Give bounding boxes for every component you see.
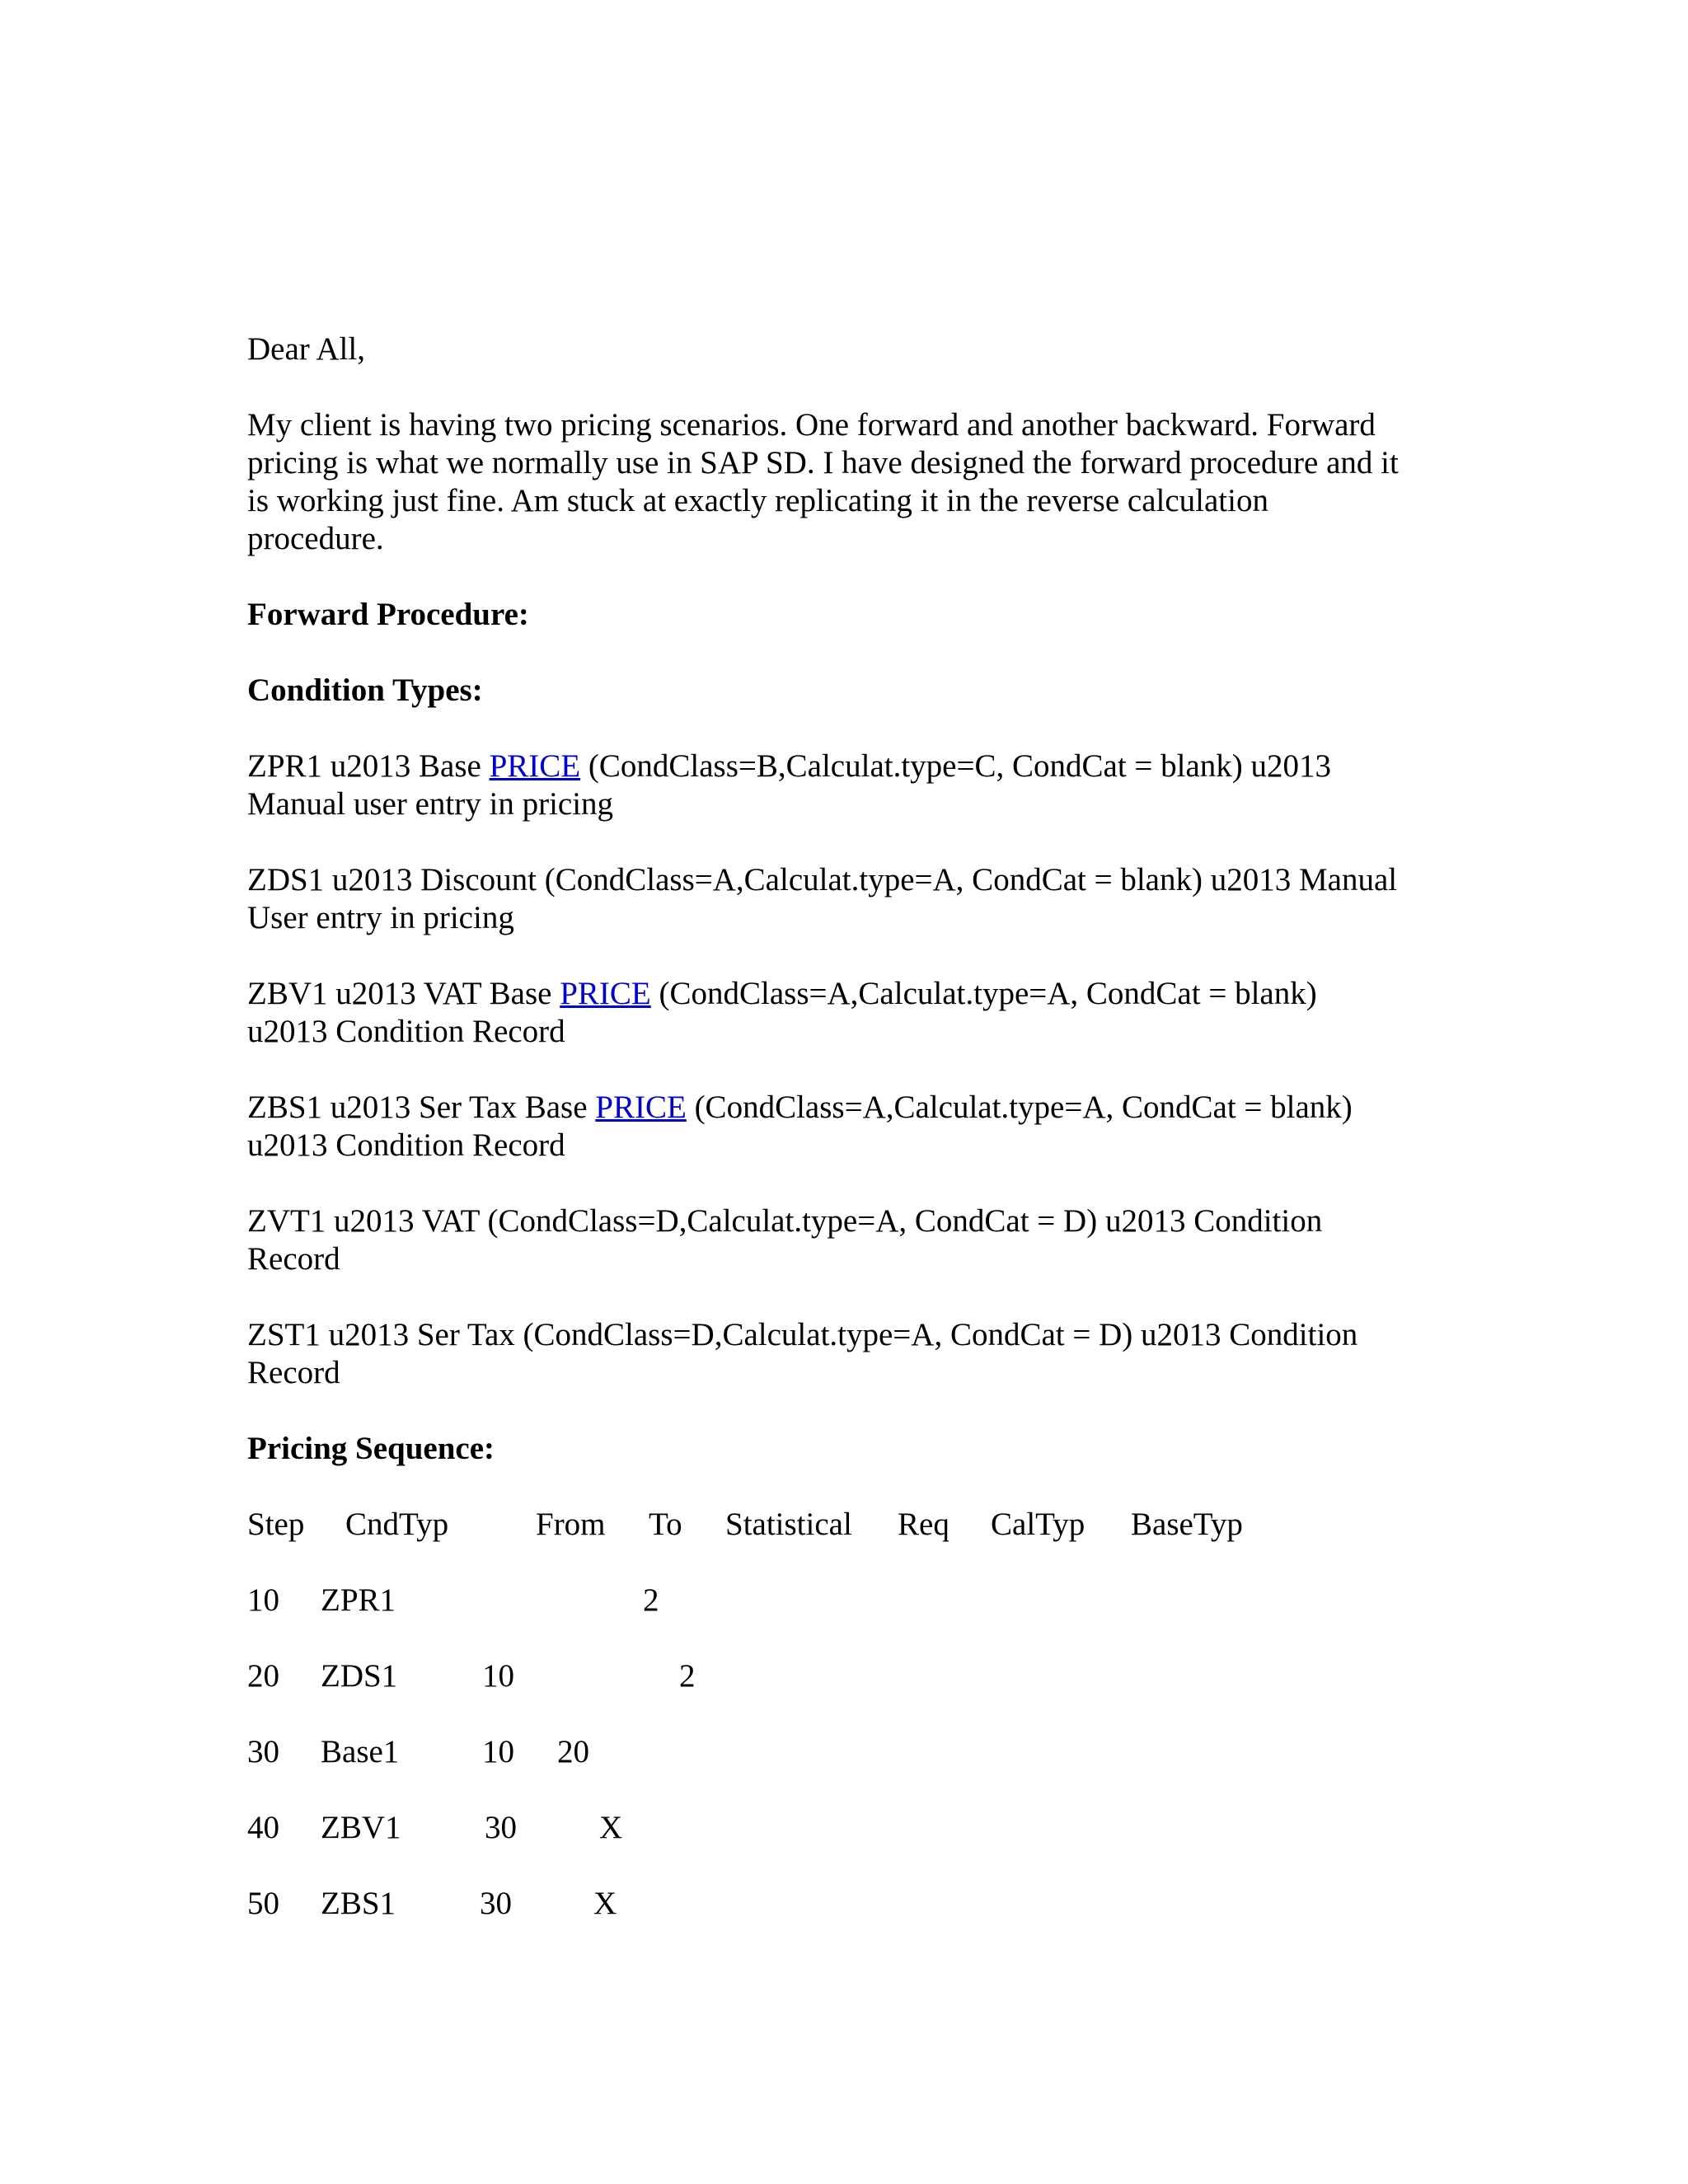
condition-text: ZDS1 u2013 Discount (CondClass=A,Calculat.type=A, CondCat = blank) u2013 Manual [247, 862, 1398, 898]
cell-step: 20 [247, 1658, 279, 1694]
condition-text: Manual user entry in pricing [247, 786, 614, 822]
greeting: Dear All, [247, 331, 365, 367]
cell-cndtyp: ZBV1 [321, 1810, 401, 1845]
price-link[interactable]: PRICE [560, 976, 651, 1011]
condition-text: ZBS1 u2013 Ser Tax Base [247, 1090, 596, 1125]
header-cndtyp: CndTyp [345, 1507, 449, 1542]
condition-item [247, 1089, 1451, 1165]
cell-cndtyp: ZPR1 [321, 1582, 396, 1618]
condition-text: Record [247, 1241, 340, 1277]
pricing-sequence-heading: Pricing Sequence: [247, 1431, 495, 1466]
cell-from: 30 [480, 1886, 512, 1921]
cell-statistical: X [593, 1886, 617, 1921]
condition-item [247, 1202, 1451, 1278]
condition-text: ZPR1 u2013 Base [247, 748, 490, 784]
condition-text: ZST1 u2013 Ser Tax (CondClass=D,Calculat.type=A, CondCat = D) u2013 Condition [247, 1317, 1358, 1352]
price-link[interactable]: PRICE [595, 1090, 687, 1125]
cell-step: 10 [247, 1582, 279, 1618]
cell-cndtyp: ZDS1 [321, 1658, 398, 1694]
condition-types-heading: Condition Types: [247, 673, 483, 708]
cell-step: 40 [247, 1810, 279, 1845]
condition-text: Record [247, 1355, 340, 1390]
condition-text: (CondClass=A,Calculat.type=A, CondCat = blank) [686, 1090, 1353, 1125]
header-to: To [649, 1507, 682, 1542]
forward-procedure-heading: Forward Procedure: [247, 597, 529, 632]
cell-step: 30 [247, 1734, 279, 1769]
cell-req: 2 [679, 1658, 696, 1694]
intro-line: pricing is what we normally use in SAP SD. I have designed the forward procedure and it [247, 445, 1399, 480]
cell-cndtyp: ZBS1 [321, 1886, 396, 1921]
condition-text: ZVT1 u2013 VAT (CondClass=D,Calculat.type=A, CondCat = D) u2013 Condition [247, 1203, 1323, 1239]
intro-line: is working just fine. Am stuck at exactly replicating it in the reverse calculation [247, 483, 1268, 518]
condition-text: u2013 Condition Record [247, 1127, 565, 1163]
cell-req: 2 [643, 1582, 659, 1618]
header-basetyp: BaseTyp [1131, 1507, 1243, 1542]
price-link[interactable]: PRICE [489, 748, 581, 784]
intro-line: My client is having two pricing scenarios. One forward and another backward. Forward [247, 407, 1376, 443]
cell-step: 50 [247, 1886, 279, 1921]
header-step: Step [247, 1507, 305, 1542]
condition-item [247, 861, 1451, 937]
cell-from: 10 [482, 1734, 514, 1769]
cell-to: 20 [557, 1734, 589, 1769]
cell-from: 10 [482, 1658, 514, 1694]
header-caltyp: CalTyp [991, 1507, 1085, 1542]
condition-item [247, 1316, 1451, 1392]
cell-cndtyp: Base1 [321, 1734, 400, 1769]
condition-text: User entry in pricing [247, 900, 514, 935]
cell-from: 30 [485, 1810, 517, 1845]
condition-text: (CondClass=B,Calculat.type=C, CondCat = blank) u2013 [580, 748, 1332, 784]
condition-item [247, 975, 1451, 1051]
condition-text: (CondClass=A,Calculat.type=A, CondCat = blank) [650, 976, 1317, 1011]
intro-line: procedure. [247, 521, 384, 556]
header-from: From [536, 1507, 606, 1542]
condition-text: ZBV1 u2013 VAT Base [247, 976, 560, 1011]
condition-text: u2013 Condition Record [247, 1014, 565, 1049]
header-statistical: Statistical [725, 1507, 852, 1542]
condition-item [247, 748, 1451, 823]
header-req: Req [898, 1507, 950, 1542]
cell-statistical: X [599, 1810, 623, 1845]
intro-paragraph [247, 406, 1451, 558]
